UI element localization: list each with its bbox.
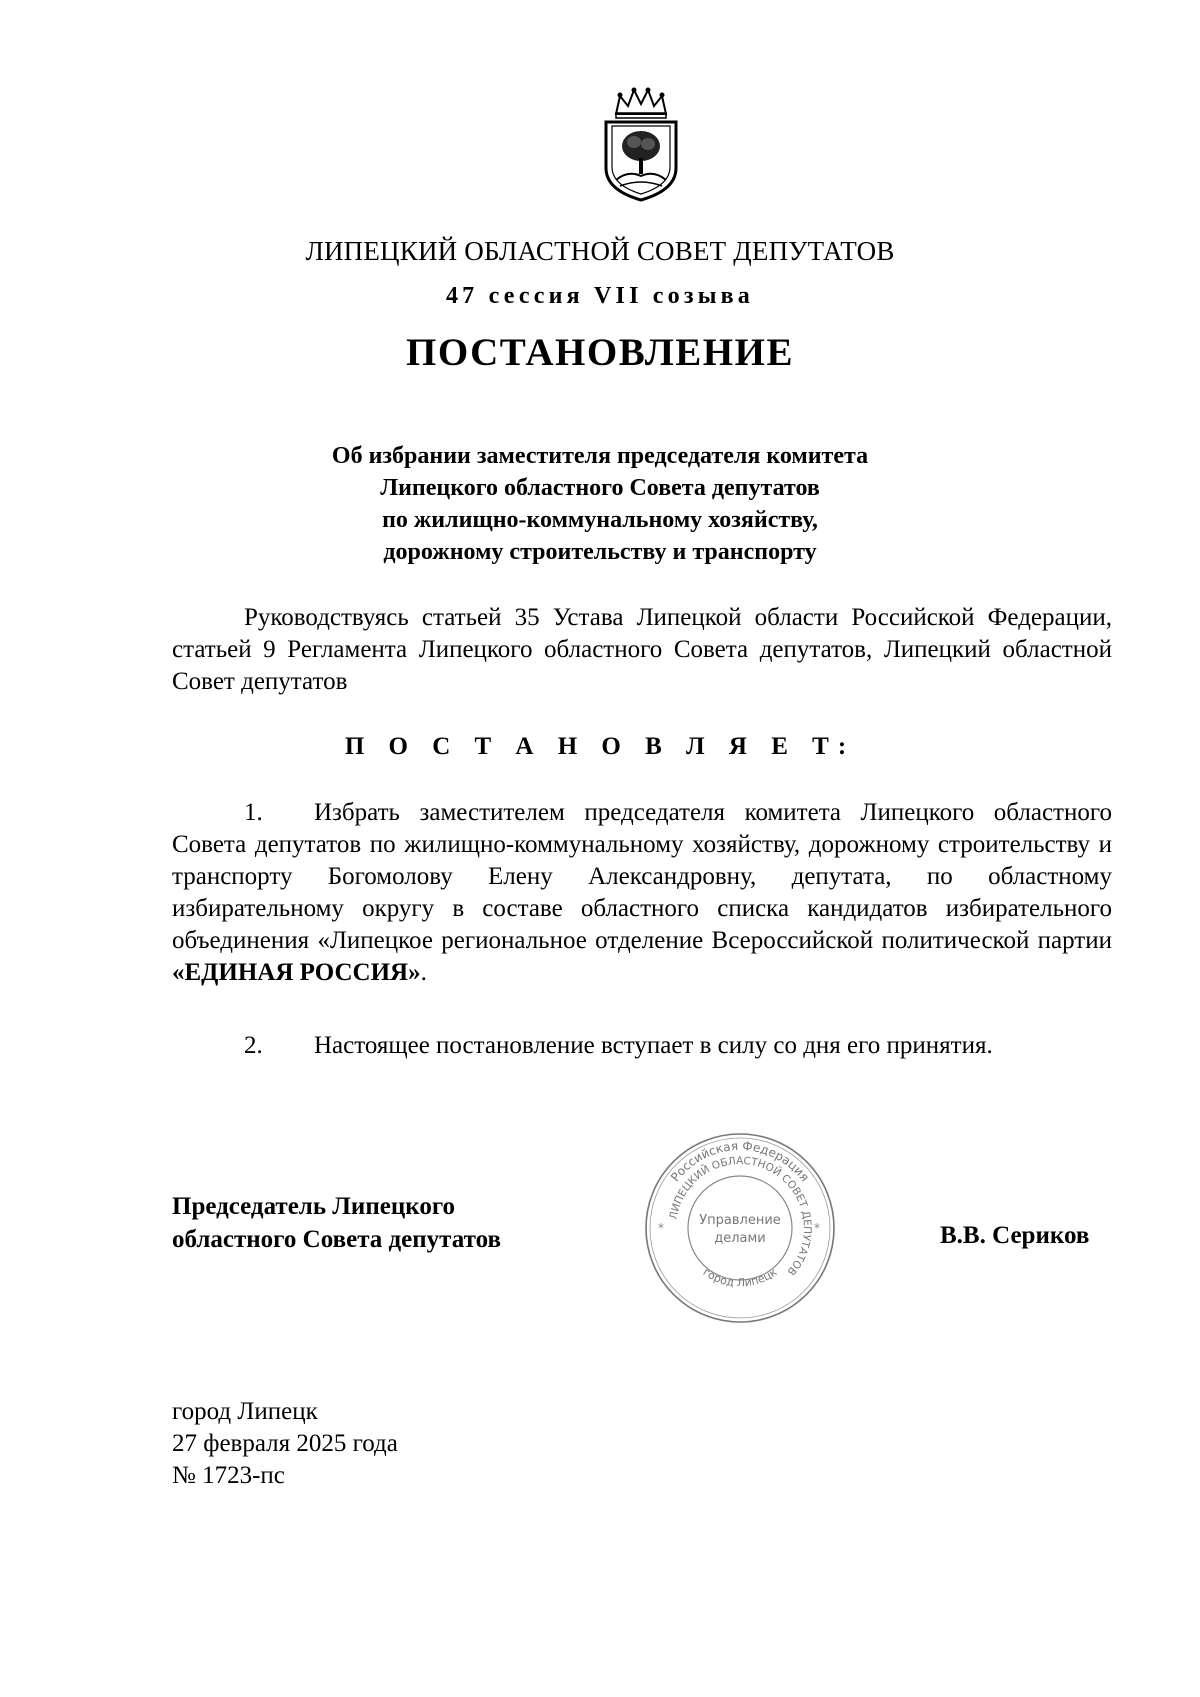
subject-line: Об избрании заместителя председателя комитета: [331, 443, 869, 469]
signatory-position: [172, 1190, 501, 1256]
svg-text:*: *: [814, 1221, 820, 1235]
item-end: .: [420, 959, 427, 986]
item-number: 1.: [244, 799, 263, 826]
signatory-name: В.В. Сериков: [940, 1222, 1090, 1249]
stamp-middle-text: ЛИПЕЦКИЙ ОБЛАСТНОЙ СОВЕТ ДЕПУТАТОВ: [667, 1154, 814, 1278]
subject-line: по жилищно-коммунальному хозяйству,: [382, 507, 818, 533]
session-line: 47 сессия VII созыва: [445, 283, 754, 309]
coat-of-arms-emblem: [598, 86, 684, 204]
footer-date: 27 февраля 2025 года: [172, 1430, 398, 1457]
subject-line: дорожному строительству и транспорту: [383, 539, 817, 565]
decision-item-2: [172, 1030, 1112, 1062]
position-line: областного Совета депутатов: [172, 1226, 501, 1253]
preamble-paragraph: [172, 602, 1112, 698]
item-number: 2.: [244, 1032, 263, 1059]
decision-item-1: [172, 797, 1112, 989]
stamp-outer-text: Российская Федерация: [668, 1138, 812, 1185]
stamp-center-line2: делами: [714, 1231, 766, 1246]
document-footer: [172, 1396, 398, 1492]
item-text: Настоящее постановление вступает в силу со дня его принятия.: [314, 1032, 993, 1059]
stamp-bottom-text: город Липецк: [700, 1265, 780, 1290]
official-stamp: [640, 1128, 840, 1328]
party-name: «ЕДИНАЯ РОССИЯ»: [172, 959, 421, 986]
footer-city: город Липецк: [172, 1398, 318, 1425]
council-name: ЛИПЕЦКИЙ ОБЛАСТНОЙ СОВЕТ ДЕПУТАТОВ: [305, 236, 895, 266]
subject-line: Липецкого областного Совета депутатов: [380, 475, 820, 501]
document-subject: [0, 440, 1200, 568]
stamp-center-line1: Управление: [699, 1213, 781, 1228]
decree-heading: П О С Т А Н О В Л Я Е Т:: [344, 733, 856, 760]
item-text: Избрать заместителем председателя комитета Липецкого областного Совета депутатов по жилищно-коммунальному хозяйству, дорожному строительству и транспорту Богомолову Елену Александровну, депутата, по областному избирательному округу в составе областного списка кандидатов избирательного объединения «Липецкое региональное отделение Всероссийской политической партии: [172, 799, 1112, 954]
position-line: Председатель Липецкого: [172, 1193, 456, 1220]
svg-text:*: *: [658, 1221, 664, 1235]
footer-number: № 1723-пс: [172, 1462, 285, 1489]
svg-text:город Липецк: [701, 1265, 780, 1289]
document-title: ПОСТАНОВЛЕНИЕ: [405, 331, 794, 374]
preamble-text: Руководствуясь статьей 35 Устава Липецкой области Российской Федерации, статьей 9 Регламента Липецкого областного Совета депутатов, Липецкий областной Совет депутатов: [172, 604, 1112, 695]
